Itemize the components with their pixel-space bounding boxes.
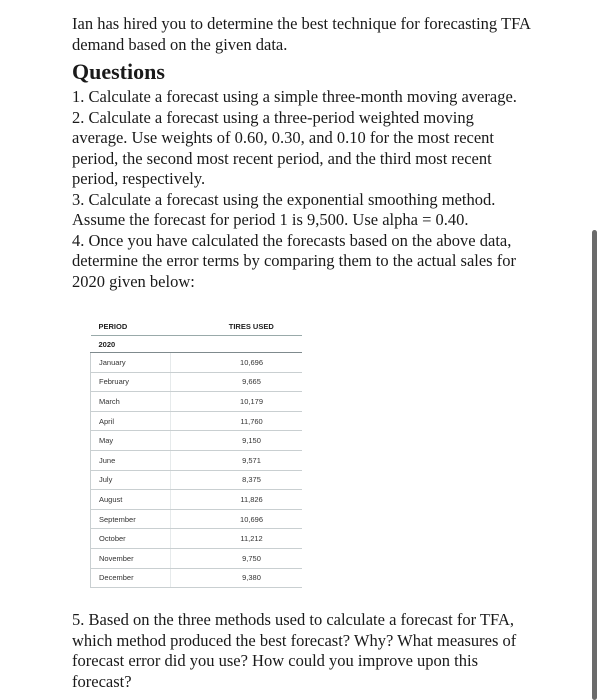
vertical-scrollbar[interactable] <box>592 230 597 700</box>
question-3: 3. Calculate a forecast using the exponential smoothing method. Assume the forecast for period 1 is 9,500. Use alpha = 0.40. <box>72 189 496 229</box>
table-row <box>91 470 303 490</box>
tires-used-cell: 9,665 <box>171 372 302 392</box>
question-2: 2. Calculate a forecast using a three-period weighted moving average. Use weights of 0.60, 0.30, and 0.10 for the most recent period, the second most recent period, and the third most recent period, respectively. <box>72 107 495 188</box>
table-row <box>91 353 303 373</box>
table-row <box>91 509 303 529</box>
table-row <box>91 548 303 568</box>
month-cell: April <box>91 411 171 431</box>
table-row <box>91 372 303 392</box>
tires-used-cell: 11,212 <box>171 529 302 549</box>
question-4: 4. Once you have calculated the forecasts based on the above data, determine the error terms by comparing them to the actual sales for 2020 given below: <box>72 230 516 291</box>
tires-table <box>90 318 302 588</box>
month-cell: December <box>91 568 171 588</box>
year-row <box>91 336 303 353</box>
tires-used-cell: 9,150 <box>171 431 302 451</box>
question-1: 1. Calculate a forecast using a simple three-month moving average. <box>72 87 517 106</box>
tires-used-cell: 9,380 <box>171 568 302 588</box>
year-label: 2020 <box>91 336 171 353</box>
month-cell: September <box>91 509 171 529</box>
month-cell: February <box>91 372 171 392</box>
table-row <box>91 450 303 470</box>
table-row <box>91 431 303 451</box>
table-row <box>91 392 303 412</box>
questions-heading: Questions <box>72 59 165 84</box>
table-header-row <box>91 318 303 336</box>
tires-used-cell: 10,179 <box>171 392 302 412</box>
table-row <box>91 568 303 588</box>
month-cell: October <box>91 529 171 549</box>
tires-used-cell: 8,375 <box>171 470 302 490</box>
year-empty-cell <box>171 336 302 353</box>
document-body <box>72 14 532 292</box>
month-cell: August <box>91 490 171 510</box>
intro-paragraph: Ian has hired you to determine the best technique for forecasting TFA demand based on the given data. <box>72 14 531 54</box>
tires-used-cell: 10,696 <box>171 353 302 373</box>
table-row <box>91 529 303 549</box>
tires-used-cell: 11,760 <box>171 411 302 431</box>
month-cell: July <box>91 470 171 490</box>
tires-used-cell: 9,571 <box>171 450 302 470</box>
period-column-header: PERIOD <box>91 318 171 336</box>
month-cell: January <box>91 353 171 373</box>
tires-used-cell: 11,826 <box>171 490 302 510</box>
table-row <box>91 411 303 431</box>
sales-table <box>90 318 302 588</box>
question-5: 5. Based on the three methods used to calculate a forecast for TFA, which method produced the best forecast? Why? What measures of forecast error did you use? How could you improve upon this forecast? <box>72 610 517 691</box>
tires-used-column-header: TIRES USED <box>171 318 302 336</box>
month-cell: June <box>91 450 171 470</box>
month-cell: November <box>91 548 171 568</box>
table-row <box>91 490 303 510</box>
month-cell: March <box>91 392 171 412</box>
tires-used-cell: 10,696 <box>171 509 302 529</box>
month-cell: May <box>91 431 171 451</box>
tires-used-cell: 9,750 <box>171 548 302 568</box>
